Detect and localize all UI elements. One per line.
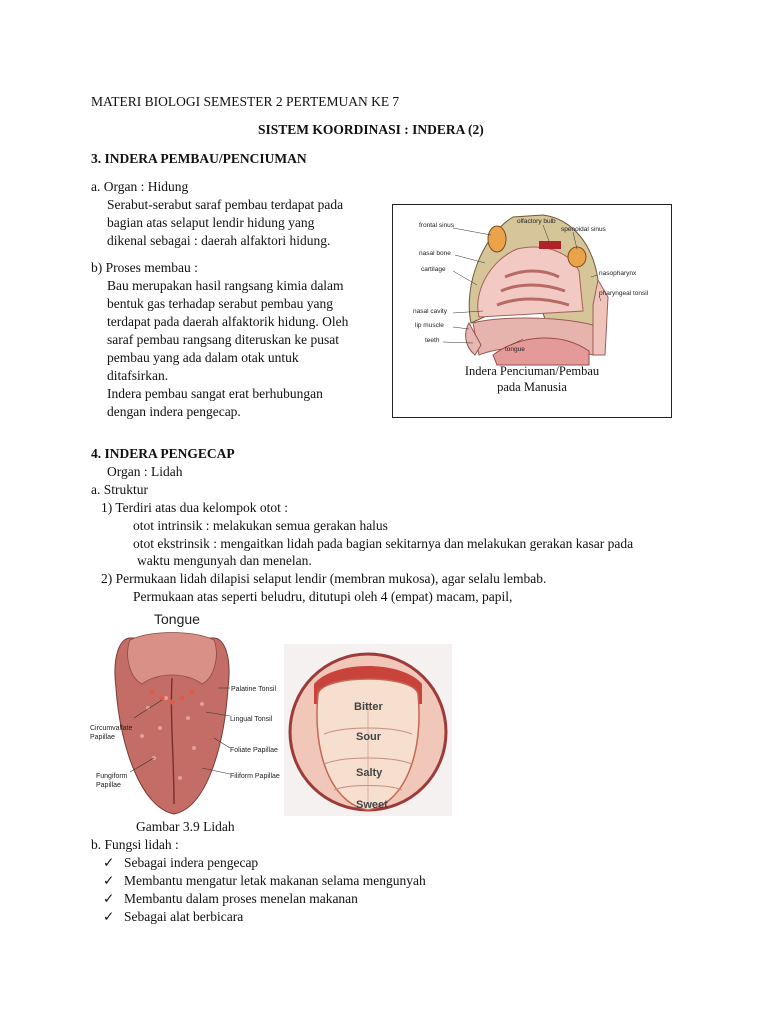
document-subtitle: SISTEM KOORDINASI : INDERA (2): [258, 122, 484, 137]
nose-figure-caption-2: pada Manusia: [497, 380, 567, 394]
section3-a-line: bagian atas selaput lendir hidung yang: [107, 215, 315, 230]
section3-heading: 3. INDERA PEMBAU/PENCIUMAN: [91, 151, 307, 166]
label-nasopharynx: nasopharynx: [599, 270, 637, 277]
label-tongue: tongue: [505, 346, 525, 353]
label-foliate-papillae: Foliate Papillae: [230, 747, 278, 754]
fungsi-item: Membantu dalam proses menelan makanan: [124, 891, 358, 906]
fungsi-item: Membantu mengatur letak makanan selama mengunyah: [124, 873, 426, 888]
label-nasal-cavity: nasal cavity: [413, 308, 447, 315]
label-frontal-sinus: frontal sinus: [419, 222, 455, 229]
check-icon: ✓: [103, 873, 115, 888]
section4-item1: 1) Terdiri atas dua kelompok otot :: [101, 500, 289, 515]
section3-b-line: dengan indera pengecap.: [107, 404, 241, 419]
tongue-figure-title: Tongue: [154, 611, 200, 627]
document-title: MATERI BIOLOGI SEMESTER 2 PERTEMUAN KE 7: [91, 94, 400, 109]
section3-a-line: Serabut-serabut saraf pembau terdapat pada: [107, 197, 344, 212]
section3-b-line: terdapat pada daerah alfaktorik hidung. Oleh: [107, 314, 349, 329]
tongue-anatomy-figure: [90, 608, 280, 816]
check-icon: ✓: [103, 855, 115, 870]
label-circumvallate: Circumvallate: [90, 725, 133, 732]
taste-map-illustration: [284, 644, 452, 816]
label-fungiform: Fungiform: [96, 773, 128, 780]
taste-salty: Salty: [356, 767, 383, 779]
fungsi-item: Sebagai indera pengecap: [124, 855, 259, 870]
label-teeth: teeth: [425, 337, 440, 344]
fungsi-item: Sebagai alat berbicara: [124, 909, 244, 924]
section3-b-line: saraf pembau rangsang diteruskan ke pusat: [107, 332, 340, 347]
taste-bitter: Bitter: [354, 701, 383, 713]
section3-b-label: b) Proses membau :: [91, 260, 198, 275]
label-palatine-tonsil: Palatine Tonsil: [231, 686, 277, 693]
nose-figure: [392, 204, 672, 418]
section4-item2: 2) Permukaan lidah dilapisi selaput lendir (membran mukosa), agar selalu lembab.: [101, 571, 547, 586]
taste-sweet: Sweet: [356, 799, 388, 811]
label-cartilage: cartilage: [421, 266, 446, 273]
label-fungiform-2: Papillae: [96, 782, 121, 789]
section3-b-line: Bau merupakan hasil rangsang kimia dalam: [107, 278, 344, 293]
section3-a-label: a. Organ : Hidung: [91, 179, 189, 194]
label-circumvallate-2: Papillae: [90, 734, 115, 741]
tongue-anatomy-illustration: [90, 608, 280, 816]
label-filiform-papillae: Filiform Papillae: [230, 773, 280, 780]
bullet-ekstrinsik: otot ekstrinsik : mengaitkan lidah pada bagian sekitarnya dan melakukan gerakan kasar pada: [133, 536, 634, 551]
label-sphenoidal-sinus: spenoidal sinus: [561, 226, 606, 233]
bullet-permukaan: Permukaan atas seperti beludru, ditutupi oleh 4 (empat) macam, papil,: [133, 589, 513, 604]
section3-b-line: Indera pembau sangat erat berhubungan: [107, 386, 323, 401]
bullet-ekstrinsik-cont: waktu mengunyah dan menelan.: [137, 553, 312, 568]
section4-heading: 4. INDERA PENGECAP: [91, 446, 235, 461]
label-lip-muscle: lip muscle: [415, 322, 444, 329]
section4-a-label: a. Struktur: [91, 482, 148, 497]
section3-b-line: pembau yang ada dalam otak untuk: [107, 350, 299, 365]
tongue-figure-caption: Gambar 3.9 Lidah: [136, 819, 235, 834]
nose-figure-caption-1: Indera Penciuman/Pembau: [464, 364, 600, 378]
fungsi-label: b. Fungsi lidah :: [91, 837, 179, 852]
check-icon: ✓: [103, 909, 115, 924]
bullet-intrinsik: otot intrinsik : melakukan semua gerakan halus: [133, 518, 388, 533]
label-olfactory-bulb: olfactory bulb: [517, 218, 556, 225]
section3-b-line: ditafsirkan.: [107, 368, 169, 383]
label-nasal-bone: nasal bone: [419, 250, 451, 257]
taste-map-figure: [284, 644, 452, 816]
label-lingual-tonsil: Lingual Tonsil: [230, 716, 273, 723]
section3-a-line: dikenal sebagai : daerah alfaktori hidung.: [107, 233, 331, 248]
label-pharyngeal-tonsil: pharyngeal tonsil: [599, 290, 649, 297]
taste-sour: Sour: [356, 731, 382, 743]
check-icon: ✓: [103, 891, 115, 906]
section3-b-line: bentuk gas terhadap serabut pembau yang: [107, 296, 334, 311]
section4-organ: Organ : Lidah: [107, 464, 183, 479]
